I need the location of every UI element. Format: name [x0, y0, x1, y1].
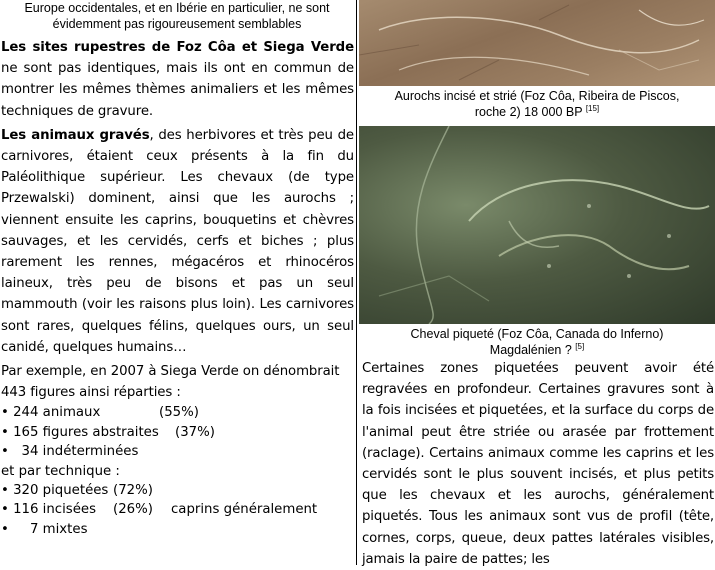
list-item	[1, 500, 354, 519]
technique-intro: et par technique :	[1, 463, 120, 479]
paragraph-exemple: Par exemple, en 2007 à Siega Verde on dénombrait 443 figures ainsi réparties :	[1, 364, 340, 401]
animaux-heading: Les animaux gravés	[1, 127, 150, 143]
technique-label: • 116 incisées	[1, 502, 97, 518]
technique-pct	[113, 520, 171, 539]
aurochs-photo	[359, 0, 715, 86]
technique-pct: (72%)	[113, 483, 153, 499]
technique-note: caprins généralement	[171, 502, 318, 518]
figure-label: • 165 figures abstraites	[1, 424, 159, 440]
horse-caption-line2: Magdalénien ? [5]	[489, 342, 585, 357]
horse-caption-line1: Cheval piqueté (Foz Côa, Canada do Inferno)	[410, 327, 664, 341]
aurochs-engraving-image	[359, 0, 715, 86]
right-body-text: Certaines zones piquetées peuvent avoir été regravées en profondeur. Certaines gravures sont à la fois incisées et piquetées, et la surface du corps de l'animal peut être striée ou arasée par frottement (raclage). Certains animaux comme les caprins et les cervidés sont le plus souvent incisés, et plus petits que les chevaux et les aurochs, généralement piquetés. Tous les animaux sont vus de profil (tête, cornes, corps, queue, deux pattes latérales visibles, jamais la paire de pattes; les	[362, 361, 714, 567]
aurochs-caption-line2: roche 2) 18 000 BP [15]	[474, 104, 600, 119]
figure-pct: (37%)	[175, 424, 215, 440]
figure-label: • 244 animaux	[1, 405, 101, 421]
top-caption: Europe occidentales, et en Ibérie en particulier, ne sont évidemment pas rigoureusement semblables	[24, 1, 330, 31]
figure-label: • 34 indéterminées	[1, 444, 139, 460]
list-item	[1, 481, 354, 500]
animaux-text: , des herbivores et très peu de carnivores, étaient ceux présents à la fin du Paléolithique supérieur. Les chevaux (de type Przewalski) dominent, ainsi que les aurochs ; viennent ensuite les caprins, bouquetins et chèvres sauvages, et les cervidés, cerfs et biches ; plus rarement les rennes, mégacéros et rhinocéros laineux, très peu de bisons et pas un seul mammouth (voir les raisons plus loin). Les carnivores sont rares, quelques félins, quelques ours, un seul canidé, quelques humains…	[1, 127, 354, 355]
list-item	[1, 520, 354, 539]
paragraph-animaux	[1, 125, 354, 358]
column-divider	[356, 0, 357, 565]
sites-text: ne sont pas identiques, mais ils ont en commun de montrer les mêmes thèmes animaliers et les mêmes techniques de gravure.	[1, 61, 354, 119]
horse-ref: [5]	[575, 342, 585, 351]
horse-engraving-image	[359, 126, 715, 324]
techniques-list	[0, 481, 354, 539]
horse-caption	[359, 326, 715, 358]
sites-heading: Les sites rupestres de Foz Côa et Siega Verde	[1, 40, 354, 55]
paragraph-sites	[1, 37, 354, 122]
right-column	[359, 0, 715, 565]
aurochs-caption	[359, 88, 715, 120]
list-item	[1, 403, 354, 422]
horse-photo	[359, 126, 715, 324]
technique-pct: (26%)	[113, 502, 153, 518]
figure-pct: (55%)	[159, 405, 199, 421]
technique-label: • 7 mixtes	[1, 521, 88, 537]
aurochs-ref: [15]	[585, 104, 600, 113]
list-item	[1, 423, 354, 442]
aurochs-caption-line1: Aurochs incisé et strié (Foz Côa, Ribeira de Piscos,	[394, 89, 680, 103]
list-item	[1, 442, 354, 461]
technique-label: • 320 piquetées	[1, 483, 109, 499]
left-column	[0, 0, 354, 565]
figures-list	[0, 403, 354, 461]
